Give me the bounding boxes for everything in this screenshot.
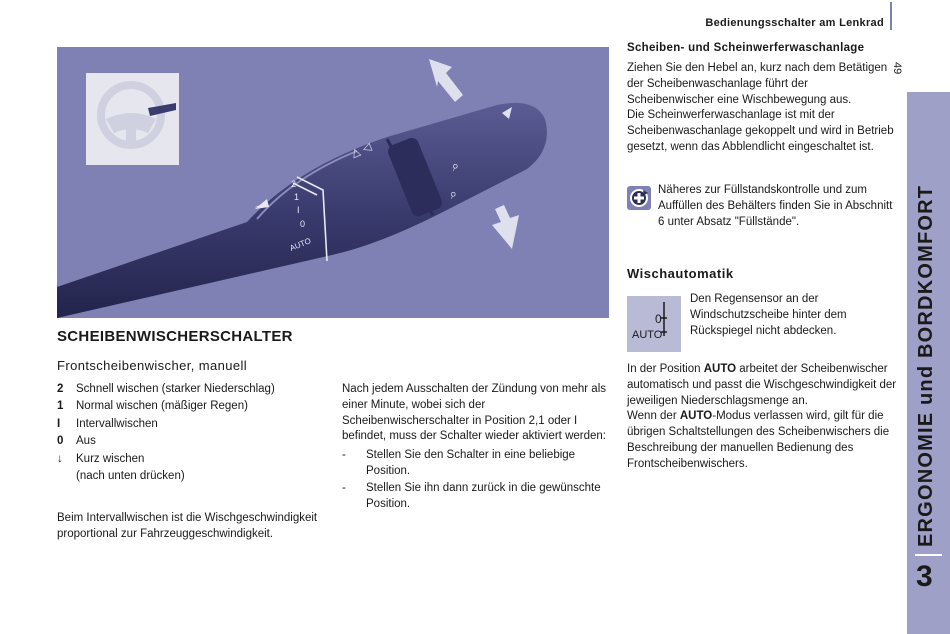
bullet-dash: - (342, 481, 346, 494)
page-number: 49 (891, 62, 903, 75)
section-heading: SCHEIBENWISCHERSCHALTER (57, 328, 293, 345)
list-item (342, 448, 612, 480)
auto-position-icon (627, 296, 681, 352)
wiper-stalk-illustration (57, 47, 609, 318)
list-item (57, 433, 337, 450)
wiper-position-list (57, 381, 337, 485)
ignition-bullet-list (342, 448, 612, 512)
stalk-position-2: 2 (291, 179, 297, 189)
subsection-heading: Frontscheibenwischer, manuell (57, 358, 248, 373)
down-arrow-icon: ↓ (57, 452, 63, 465)
list-item (57, 398, 337, 415)
info-plus-icon (627, 186, 651, 210)
position-label: Intervallwischen (76, 417, 158, 430)
page-header-title: Bedienungsschalter am Lenkrad (705, 17, 884, 29)
header-divider (890, 2, 892, 30)
position-code: I (57, 417, 61, 430)
bullet-dash: - (342, 449, 346, 462)
ignition-note-block (342, 382, 612, 513)
chapter-separator (915, 554, 942, 556)
position-label: (nach unten drücken) (76, 470, 185, 483)
position-label: Normal wischen (mäßiger Regen) (76, 400, 248, 413)
position-label: Schnell wischen (starker Niederschlag) (76, 383, 275, 395)
list-item (57, 416, 337, 433)
ignition-note: Nach jedem Ausschalten der Zündung von mehr als einer Minute, wobei sich der Scheibenwischerschalter in Position 2,1 oder I befindet, muss der Schalter wieder aktiviert werden: (342, 383, 607, 443)
fluid-level-note: Näheres zur Füllstandskontrolle und zum Auffüllen des Behälters finden Sie in Abschnitt 6 unter Absatz "Füllstände". (658, 184, 893, 228)
svg-text:⌕: ⌕ (447, 186, 460, 203)
auto-description (627, 362, 899, 473)
svg-text:△ ◁: △ ◁ (349, 140, 374, 160)
svg-text:⌕: ⌕ (449, 158, 462, 175)
auto-icon-label: AUTO (632, 329, 663, 341)
chapter-number: 3 (916, 560, 933, 593)
auto-paragraph-1: In der Position AUTO arbeitet der Scheibenwischer automatisch und passt die Wischgeschwindigkeit der jeweiligen Niederschlagsmenge an. (627, 363, 897, 407)
auto-paragraph-2: Wenn der AUTO-Modus verlassen wird, gilt für die übrigen Schaltstellungen des Scheibenwischers die Beschreibung der manuellen Bedienung des Frontscheibenwischers. (627, 410, 890, 470)
stalk-position-1: 1 (294, 192, 300, 202)
chapter-sidebar (907, 92, 950, 634)
push-arrow-icon (492, 205, 519, 249)
svg-text:⌒: ⌒ (255, 205, 266, 218)
list-item (57, 451, 337, 468)
wiper-stalk-drawing (57, 47, 609, 318)
list-item (57, 381, 337, 398)
position-code (57, 468, 76, 485)
auto-wipe-heading: Wischautomatik (627, 266, 734, 281)
pull-arrow-icon (429, 59, 463, 102)
washer-paragraph-1: Ziehen Sie den Hebel an, kurz nach dem Betätigen der Scheibenwaschanlage führt der Scheibenwischer eine Wischbewegung aus. (627, 62, 888, 106)
position-code: 2 (57, 383, 64, 395)
washer-description (627, 61, 897, 156)
washer-paragraph-2: Die Scheinwerferwaschanlage ist mit der Scheibenwaschanlage gekoppelt und wird in Betrieb gesetzt, wenn das Abblendlicht eingeschaltet ist. (627, 109, 894, 153)
position-label: Aus (76, 435, 96, 448)
washer-heading: Scheiben- und Scheinwerferwaschanlage (627, 42, 865, 54)
rain-sensor-note: Den Regensensor an der Windschutzscheibe hinter dem Rückspiegel nicht abdecken. (690, 293, 847, 337)
interval-note: Beim Intervallwischen ist die Wischgeschwindigkeit proportional zur Fahrzeuggeschwindigkeit. (57, 512, 318, 540)
stalk-position-auto: AUTO (288, 236, 313, 253)
list-item (57, 468, 337, 485)
position-code: 0 (57, 435, 64, 448)
auto-icon-zero: 0 (655, 312, 662, 326)
position-label: Kurz wischen (76, 452, 145, 465)
position-code: 1 (57, 400, 64, 413)
chapter-title: ERGONOMIE und BORDKOMFORT (915, 184, 937, 547)
list-item (342, 481, 612, 513)
bullet-text: Stellen Sie den Schalter in eine beliebige Position. (366, 449, 576, 477)
bullet-text: Stellen Sie ihn dann zurück in die gewünschte Position. (366, 481, 601, 510)
stalk-position-I: I (297, 205, 300, 215)
stalk-position-0: 0 (300, 219, 306, 229)
